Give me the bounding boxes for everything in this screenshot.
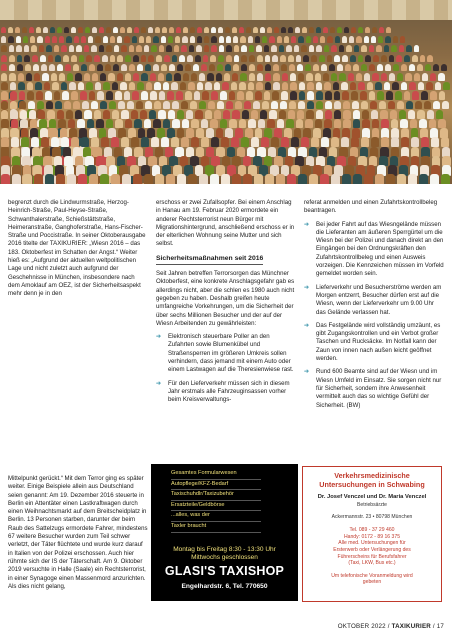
article-column-2 — [156, 199, 296, 405]
bullet-item: ➜ Für den Lieferverkehr müssen sich in diesem Jahr erstmals alle Fahrzeuginsassen vorher beim Kreisverwaltungs- — [156, 379, 290, 404]
service-line: (Taxi, LKW, Bus etc.) — [348, 560, 396, 567]
product-list — [171, 469, 261, 533]
shop-name: GLASI'S TAXISHOP — [164, 564, 285, 578]
practice-address: Ackermannstr. 23 • 80798 München — [331, 513, 413, 520]
paragraph: Mittelpunkt gerückt.“ Mit dem Terror ging es später weiter. Einige Beispiele allein aus Deutschland seien genannt: Am 19. Dezember 2016 steuerte in Berlin ein Attentäter einen Lastkraftwagen durch einen Weihnachtsmarkt auf dem Breitscheidplatz in Berlin. 13 Personen starben, darunter der beim Raub des Sattelzugs ermordete Fahrer, mindestens 67 weitere Besucher wurden zum Teil schwer verletzt, der Täter flüchtete und wurde kurz darauf in Italien von der Polizei erschossen. Auch hier rühmte sich der IS der Täterschaft. Am 9. Oktober 2019 versuchte in Halle (Saale) ein Rechtsterrorist, in einer Synagoge einen Massenmord anzurichten. Als dies nicht gelang, — [8, 475, 148, 590]
crowd-row — [0, 106, 452, 116]
page-number: / 17 — [432, 623, 444, 630]
paragraph: erschoss er zwei Zufallsopfer. Bei einem Anschlag in Hanau am 19. Februar 2020 ermordete ein anderer Rechtsterrorist neun Bürger mit Migrationshintergrund, anschließend erschoss er in der elterlichen Wohnung seine Mutter und sich selbst. — [156, 199, 295, 248]
crowd-row — [0, 96, 452, 106]
crowd-row — [0, 20, 452, 30]
list-item: Taxischuhdlr/Taxizubehör — [171, 490, 261, 501]
glasis-taxishop-ad — [151, 464, 298, 601]
page-footer — [338, 623, 444, 630]
service-line: Führerscheins für Berufsfahrer — [337, 553, 407, 560]
list-item: ...alles, was der — [171, 511, 261, 522]
list-item: Ersatzteile/Geldbörse — [171, 501, 261, 512]
article-column-3 — [304, 199, 444, 410]
medical-exam-ad — [302, 466, 442, 602]
crowd-row — [0, 30, 452, 40]
mobile-number: Handy: 0172 - 89 16 375 — [343, 533, 401, 540]
list-item: Autopflege/KFZ-Bedarf — [171, 480, 261, 491]
list-item: Taxler braucht — [171, 522, 261, 533]
bullet-item: ➜ Rund 600 Beamte sind auf der Wiesn und im Wiesn Umfeld im Einsatz. Sie sorgen nicht nur für Sicherheit, sondern ihre Anwesenheit vermittelt auch das so wichtige Gefühl der Sicherheit. (BW) — [304, 368, 442, 409]
appointment-note: gebeten — [362, 579, 382, 586]
section-subheading: Sicherheitsmaßnahmen seit 2016 — [156, 255, 263, 265]
arrow-right-icon: ➜ — [304, 220, 310, 228]
doctor-names: Dr. Josef Venczel und Dr. Maria Venczel — [317, 494, 427, 500]
crowd-row — [0, 134, 452, 144]
arrow-right-icon: ➜ — [304, 368, 310, 376]
crowd-row — [0, 58, 452, 68]
crowd-row — [0, 39, 452, 49]
paragraph: referat anmelden und einen Zufahrtskontrollbeleg beantragen. — [304, 199, 438, 215]
article-column-1-continued — [8, 475, 148, 591]
bullet-item: ➜ Bei jeder Fahrt auf das Wiesngelände müssen die Lieferanten am äußeren Sperrgürtel um die Wiesn bei der Polizei und danach direkt an den Eingängen bei den Ordnungskräften den Zufahrtskontrollbeleg und einen Ausweis vorzeigen. Die Kennzeichen müssen im Vorfeld gemeldet worden sein. — [304, 220, 444, 278]
arrow-right-icon: ➜ — [304, 321, 310, 329]
crowd-row — [0, 125, 452, 135]
service-line: Alle med. Untersuchungen für — [338, 540, 406, 547]
bullet-item: ➜ Elektronisch steuerbare Poller an den Zufahrten sowie Blumenkübel und Straßensperren im größeren Umkreis sollen verhindern, dass jemand mit einem Auto oder einem Lastwagen auf die Theresienwiese rast. — [156, 333, 294, 374]
bullet-item: ➜ Das Festgelände wird vollständig umzäunt, es gibt Zugangskontrollen und ein Verbot großer Taschen und Rucksäcke. Im Notfall kann der Zaun von innen nach außen leicht geöffnet werden. — [304, 321, 441, 363]
opening-hours: Montag bis Freitag 8:30 - 13:30 Uhr Mittwochs geschlossen — [173, 546, 276, 561]
list-item: Gesamtes Formularwesen — [171, 469, 261, 480]
appointment-note: Um telefonische Voranmeldung wird — [331, 572, 413, 579]
arrow-right-icon: ➜ — [156, 333, 162, 341]
paragraph: begrenzt durch die Lindwurmstraße, Herzog-Heinrich-Straße, Paul-Heyse-Straße, Schwanthalerstraße, Schießstättstraße, Heimeranstraße, Ganghoferstraße, Hans-Fischer-Straße und Poccistraße. In seiner Oktoberausgabe 2016 titelte der TAXIKURIER: „Wiesn 2016 – das 183. Oktoberfest im Schatten der Angst.“ Weiter hieß es: „Aufgrund der aktuellen weltpolitischen Lage und nicht zuletzt auch aufgrund der Geschehnisse in München, insbesondere nach dem Amoklauf am OEZ, ist der Sicherheitsaspekt mehr denn je in den — [8, 199, 146, 298]
ad-title: Verkehrsmedizinische Untersuchungen in Schwabing — [319, 471, 425, 489]
arrow-right-icon: ➜ — [304, 283, 310, 291]
crowd-row — [0, 68, 452, 78]
crowd-row — [0, 87, 452, 97]
service-line: Ersterwerb oder Verlängerung des — [333, 546, 411, 553]
magazine-name: TAXIKURIER — [391, 623, 431, 630]
crowd-row — [0, 144, 452, 154]
crowd-row — [0, 172, 452, 182]
shop-address: Engelhardstr. 6, Tel. 770650 — [181, 583, 268, 590]
crowd-row — [0, 77, 452, 87]
crowd-row — [0, 115, 452, 125]
paragraph: Seit Jahren betreffen Terrorsorgen das Münchner Oktoberfest, eine konkrete Anschlagsgefahr gab es allerdings nicht, aber die schlen es 1980 auch nicht gegeben zu haben. Deshalb greifen heute umfangreiche Vorkehrungen, um die Sicherheit der über sechs Millionen Besucher und der auf der Wiesn Arbeitenden zu gewährleisten: — [156, 270, 295, 327]
crowd-row — [0, 163, 452, 173]
doctor-role: Betriebsärzte — [356, 502, 387, 508]
bullet-item: ➜ Lieferverkehr und Besucherströme werden am Morgen entzerrt, Besucher dürfen erst auf die Wiesn, wenn der Lieferverkehr um 9.00 Uhr das Gelände verlassen hat. — [304, 283, 442, 316]
oktoberfest-crowd-photo — [0, 0, 452, 184]
phone-number: Tel. 089 - 37 29 460 — [349, 527, 395, 534]
issue-date: OKTOBER 2022 / — [337, 623, 390, 630]
tent-roof — [0, 0, 452, 20]
article-column-1 — [8, 199, 148, 299]
arrow-right-icon: ➜ — [156, 379, 162, 387]
crowd-row — [0, 49, 452, 59]
crowd-row — [0, 153, 452, 163]
